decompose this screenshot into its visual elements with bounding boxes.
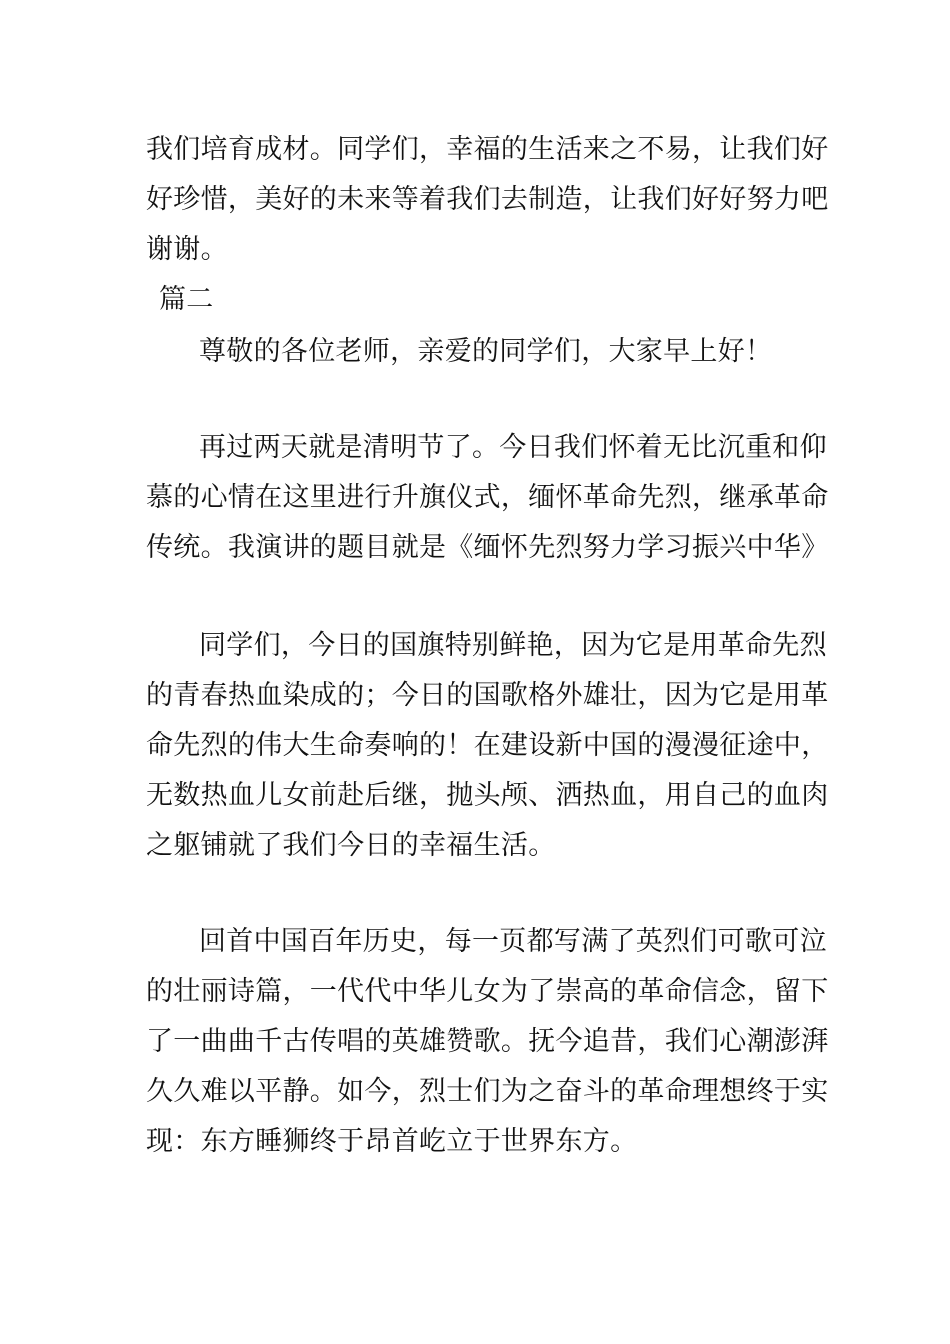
text-line: 之躯铺就了我们今日的幸福生活。 [146, 830, 556, 861]
section-heading: 篇二 [159, 284, 214, 315]
text-line: 传统。我演讲的题目就是《缅怀先烈努力学习振兴中华》 [146, 532, 829, 563]
text-line: 我们培育成材。同学们，幸福的生活来之不易，让我们好 [146, 134, 829, 165]
text-line: 慕的心情在这里进行升旗仪式，缅怀革命先烈，继承革命 [146, 482, 829, 513]
greeting-line: 尊敬的各位老师，亲爱的同学们，大家早上好！ [199, 336, 773, 367]
text-line: 好珍惜，美好的未来等着我们去制造，让我们好好努力吧 [146, 184, 829, 215]
text-line: 谢谢。 [146, 234, 228, 265]
text-line: 了一曲曲千古传唱的英雄赞歌。抚今追昔，我们心潮澎湃 [146, 1026, 829, 1057]
text-line: 的壮丽诗篇，一代代中华儿女为了崇高的革命信念，留下 [146, 976, 829, 1007]
text-line: 无数热血儿女前赴后继，抛头颅、洒热血，用自己的血肉 [146, 780, 829, 811]
text-line: 再过两天就是清明节了。今日我们怀着无比沉重和仰 [199, 432, 827, 463]
text-line: 回首中国百年历史，每一页都写满了英烈们可歌可泣 [199, 926, 827, 957]
text-line: 久久难以平静。如今，烈士们为之奋斗的革命理想终于实 [146, 1076, 829, 1107]
text-line: 命先烈的伟大生命奏响的！在建设新中国的漫漫征途中， [146, 730, 829, 761]
text-line: 现：东方睡狮终于昂首屹立于世界东方。 [146, 1126, 638, 1157]
text-line: 的青春热血染成的；今日的国歌格外雄壮，因为它是用革 [146, 680, 829, 711]
text-line: 同学们，今日的国旗特别鲜艳，因为它是用革命先烈 [199, 630, 827, 661]
